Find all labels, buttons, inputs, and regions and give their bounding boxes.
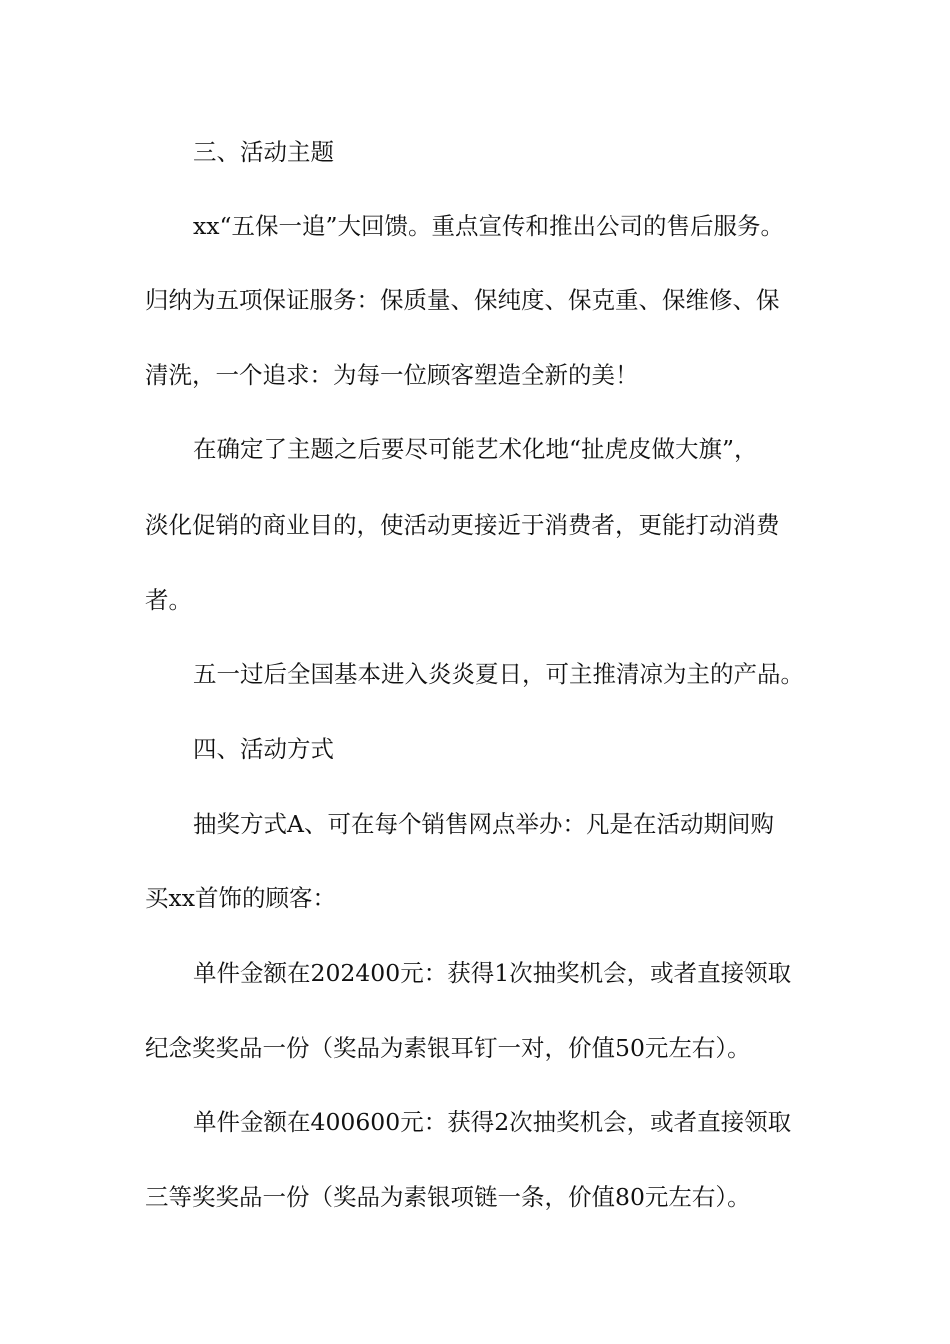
paragraph-line: 抽奖方式A、可在每个销售网点举办：凡是在活动期间购 [193, 810, 774, 838]
paragraph-line: 归纳为五项保证服务：保质量、保纯度、保克重、保维修、保 [145, 286, 780, 314]
section-heading-activity-theme: 三、活动主题 [193, 138, 334, 166]
paragraph-line: 在确定了主题之后要尽可能艺术化地“扯虎皮做大旗”， [193, 435, 758, 463]
paragraph-line: 买xx首饰的顾客： [145, 884, 337, 912]
paragraph-line: 单件金额在202400元：获得1次抽奖机会，或者直接领取 [193, 959, 792, 987]
paragraph-line: xx“五保一追”大回馈。重点宣传和推出公司的售后服务。 [193, 212, 785, 240]
paragraph-line: 三等奖奖品一份（奖品为素银项链一条，价值80元左右）。 [145, 1183, 751, 1211]
paragraph-line: 淡化促销的商业目的，使活动更接近于消费者，更能打动消费 [145, 511, 780, 539]
paragraph-line: 者。 [145, 586, 192, 614]
paragraph-line: 单件金额在400600元：获得2次抽奖机会，或者直接领取 [193, 1108, 792, 1136]
section-heading-activity-method: 四、活动方式 [193, 735, 334, 763]
paragraph-line: 五一过后全国基本进入炎炎夏日，可主推清凉为主的产品。 [193, 660, 804, 688]
paragraph-line: 清洗，一个追求：为每一位顾客塑造全新的美！ [145, 361, 639, 389]
paragraph-line: 纪念奖奖品一份（奖品为素银耳钉一对，价值50元左右）。 [145, 1034, 751, 1062]
